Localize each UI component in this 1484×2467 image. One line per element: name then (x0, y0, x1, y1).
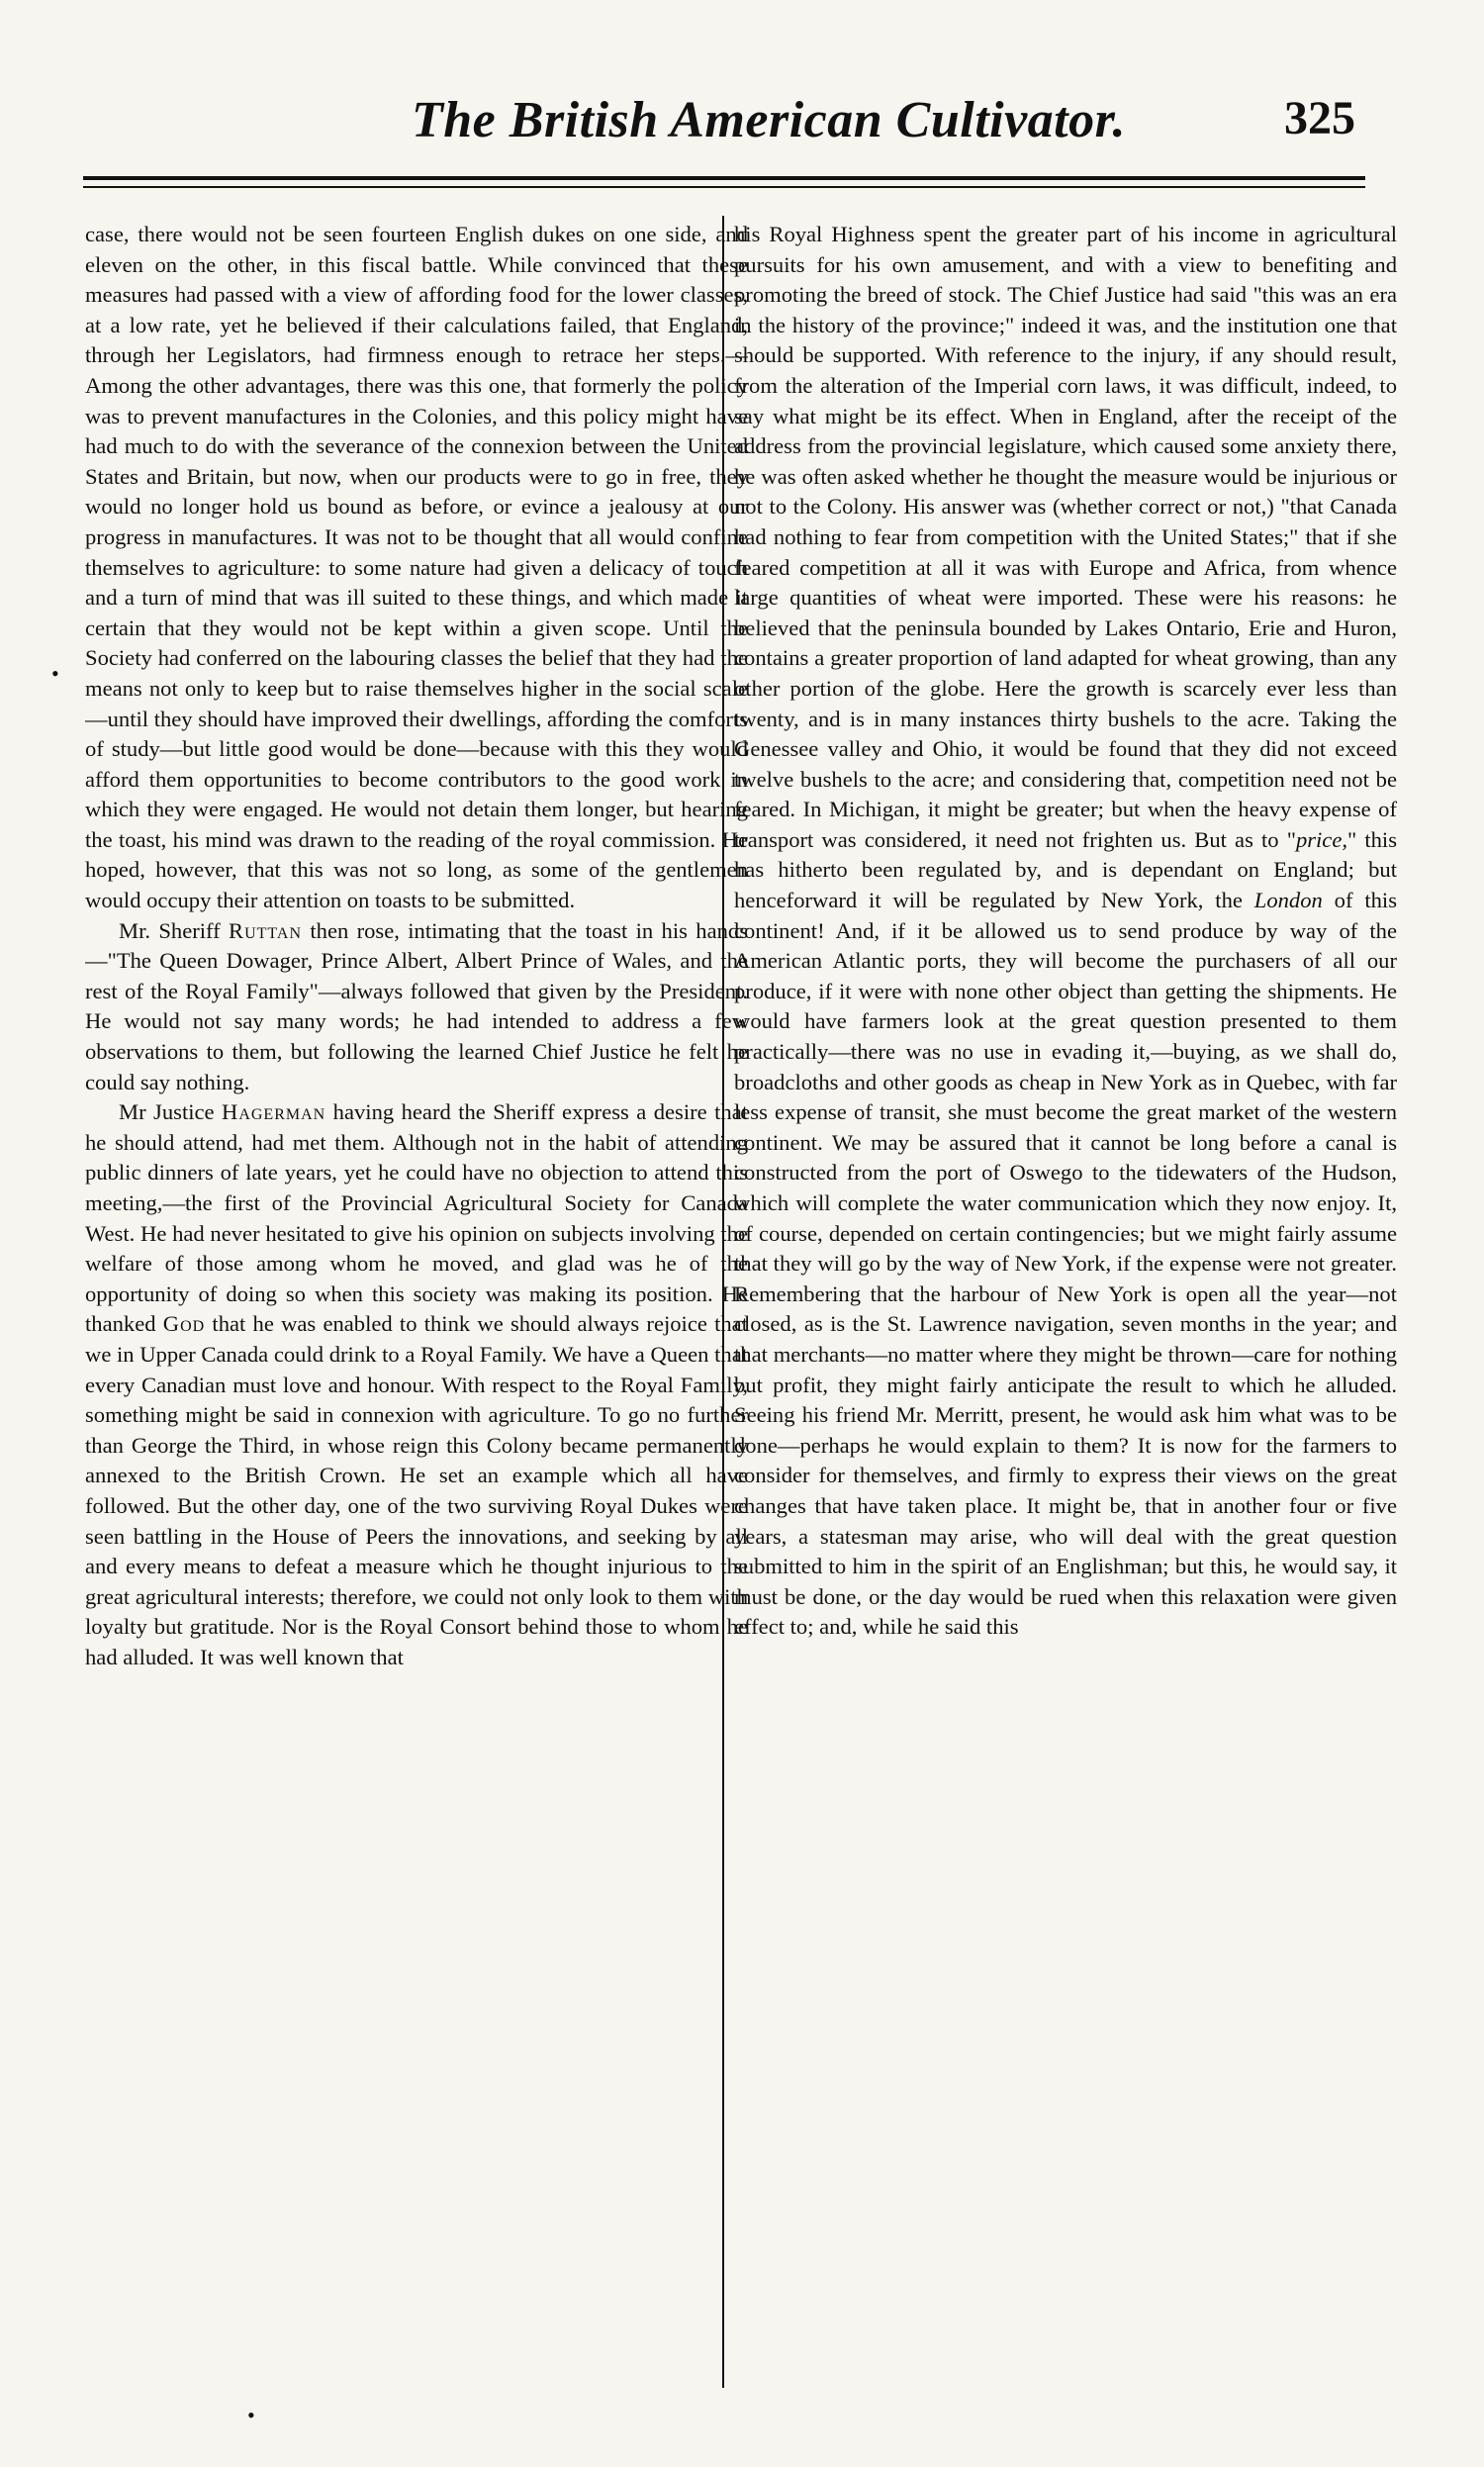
p2-text-b: then rose, intimating that the toast in his hands—"The Queen Dowager, Prince Albert, Albert Prince of Wales, and the rest of the Royal Family"—always followed that given by the President. He would not say many words; he had intended to address a few observations to them, but following the learned Chief Justice he felt he could say nothing. (85, 917, 748, 1094)
p2-text-a: Mr. Sheriff (119, 917, 230, 943)
bottom-dot: • (247, 2403, 255, 2427)
running-header (83, 91, 1355, 170)
p3-text-a: Mr Justice (119, 1099, 222, 1125)
word-price: price, (1295, 826, 1348, 852)
r1-text-c: of this continent! And, if it be allowed us to send produce by way of the American Atlantic ports, they will become the purchasers of all our produce, if it were with none other object than getting the shipments. He would have farmers look at the great question presented to them practically—there was no use in evading it,—buying, as we shall do, broadcloths and other goods as cheap in New York as in Quebec, with far less expense of transit, she must become the great market of the western continent. We may be assured that it cannot be long before a canal is constructed from the port of Oswego to the tidewaters of the Hudson, which will complete the water communication which they now enjoy. It, of course, depended on certain contingencies; but we might fairly assume that they will go by the way of New York, if the expense were not greater. Remembering that the harbour of New York is open all the year—not closed, as is the St. Lawrence navigation, seven months in the year; and that merchants—no matter where they might be thrown—care for nothing but profit, they might fairly anticipate the result to which he alluded. Seeing his friend Mr. Merritt, present, he would ask him what was to be done—perhaps he would explain to them? It is now for the farmers to consider for themselves, and firmly to express their views on the great changes that have taken place. It might be, that in another four or five years, a statesman may arise, who will deal with the great question submitted to him in the spirit of an Englishman; but this, he would say, it must be done, or the day would be rued when this relaxation were given effect to; and, while he said this (734, 888, 1397, 1640)
page-number: 325 (1284, 92, 1355, 144)
word-london: London (1253, 888, 1323, 913)
header-rules (83, 176, 1365, 194)
margin-dot: • (51, 661, 59, 686)
right-column (734, 220, 1397, 2387)
left-paragraph-2 (85, 916, 748, 1098)
header-rule-bottom (83, 186, 1365, 188)
r1-text-a: his Royal Highness spent the greater part of his income in agricultural pursuits for his own amusement, and with a view to benefiting and promoting the breed of stock. The Chief Justice had said "this was an era in the history of the province;" indeed it was, and the institution one that should be supported. With reference to the injury, if any should result, from the alteration of the Imperial corn laws, it was difficult, indeed, to say what might be its effect. When in England, after the receipt of the address from the provincial legislature, which caused some anxiety there, he was often asked whether he thought the measure would be injurious or not to the Colony. His answer was (whether correct or not,) "that Canada had nothing to fear from competition with the United States;" that if she feared competition at all it was with Europe and Africa, from whence large quantities of wheat were imported. These were his reasons: he believed that the peninsula bounded by Lakes Ontario, Erie and Huron, contains a greater proportion of land adapted for wheat growing, than any other portion of the globe. Here the growth is scarcely ever less than twenty, and is in many instances thirty bushels to the acre. Taking the Genessee valley and Ohio, it would be found that they did not exceed twelve bushels to the acre; and considering that, competition need not be feared. In Michigan, it might be greater; but when the heavy expense of transport was considered, it need not frighten us. But as to " (734, 222, 1397, 852)
right-paragraph-1 (734, 220, 1397, 1643)
p3-text-c: that he was enabled to think we should always rejoice that we in Upper Canada could drink to a Royal Family. We have a Queen that every Canadian must love and honour. With respect to the Royal Family, something might be said in connexion with agriculture. To go no further than George the Third, in whose reign this Colony became permanently annexed to the British Crown. He set an example which all have followed. But the other day, one of the two surviving Royal Dukes were seen battling in the House of Peers the innovations, and seeking by all and every means to defeat a measure which he thought injurious to the great agricultural interests; therefore, we could not only look to them with loyalty but gratitude. Nor is the Royal Consort behind those to whom he had alluded. It was well known that (85, 1311, 748, 1669)
speaker-name-hagerman: Hagerman (222, 1099, 326, 1125)
p3-text-b: having heard the Sheriff express a desire that he should attend, had met them. Although not in the habit of attending public dinners of late years, yet he could have no objection to attend this meeting,—the first of the Provincial Agricultural Society for Canada West. He had never hesitated to give his opinion on subjects involving the welfare of those among whom he moved, and glad was he of the opportunity of doing so when this society was making its position. He thanked (85, 1099, 748, 1337)
left-paragraph-1: case, there would not be seen fourteen English dukes on one side, and eleven on the other, in this fiscal battle. While convinced that these measures had passed with a view of affording food for the lower classes, at a low rate, yet he believed if their calculations failed, that England, through her Legislators, had firmness enough to retrace her steps.—Among the other advantages, there was this one, that formerly the policy was to prevent manufactures in the Colonies, and this policy might have had much to do with the severance of the connexion between the United States and Britain, but now, when our products were to go in free, they would no longer hold us bound as before, or evince a jealousy at our progress in manufactures. It was not to be thought that all would confine themselves to agriculture: to some nature had given a delicacy of touch and a turn of mind that was ill suited to these things, and which made it certain that they would not be kept within a given scope. Until the Society had conferred on the labouring classes the belief that they had the means not only to keep but to raise themselves higher in the social scale—until they should have improved their dwellings, affording the comforts of study—but little good would be done—because with this they would afford them opportunities to become contributors to the good work in which they were engaged. He would not detain them longer, but hearing the toast, his mind was drawn to the reading of the royal commission. He hoped, however, that this was not so long, as some of the gentlemen would occupy their attention on toasts to be submitted. (85, 222, 748, 913)
header-rule-top (83, 176, 1365, 180)
periodical-title: The British American Cultivator. (412, 92, 1126, 148)
left-paragraph-3 (85, 1097, 748, 1672)
speaker-name-ruttan: Ruttan (229, 917, 303, 943)
left-column (85, 220, 748, 2387)
r1-text-b: " this has hitherto been regulated by, and is dependant on England; but henceforward it will be regulated by New York, the (734, 826, 1397, 913)
word-god: God (162, 1311, 206, 1337)
